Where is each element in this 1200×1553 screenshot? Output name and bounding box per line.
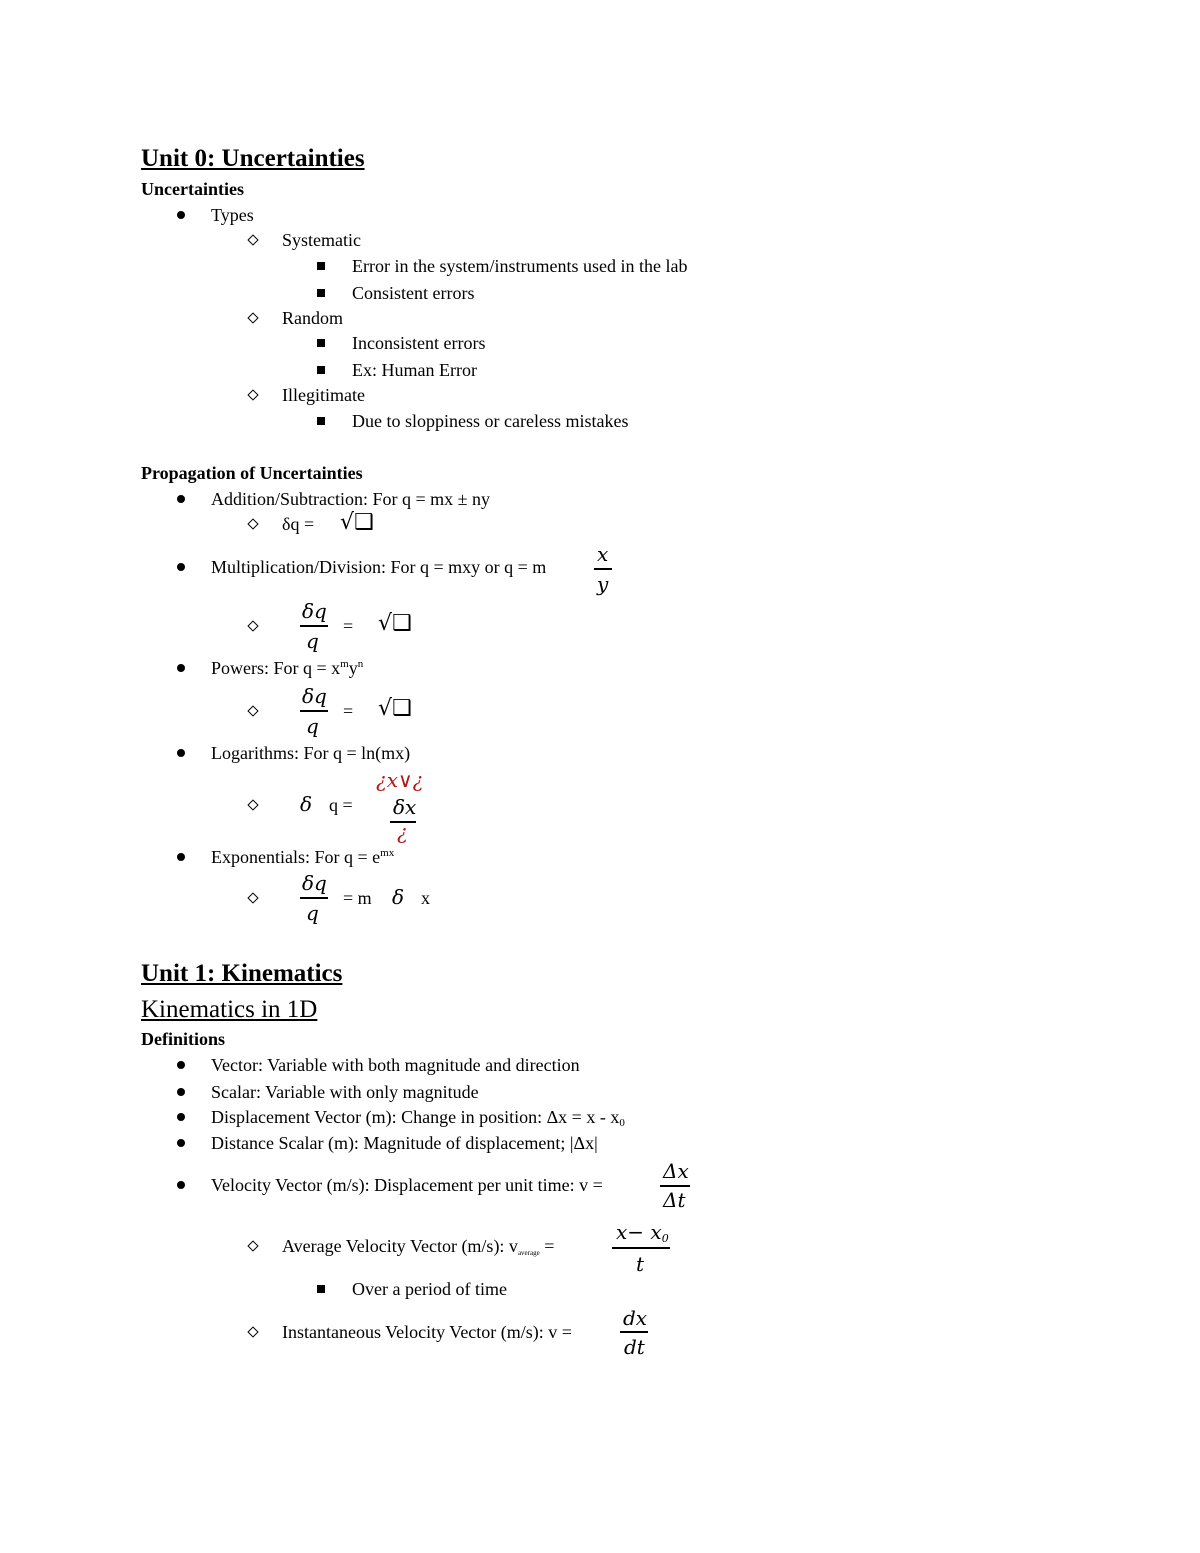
fraction-denominator: dt (624, 1335, 645, 1359)
list-item-illegitimate: Illegitimate (282, 385, 365, 405)
fraction-bar (300, 710, 328, 712)
average-velocity: Average Velocity Vector (m/s): $v_{average}$ = (282, 1236, 555, 1257)
fraction-numerator: dx (623, 1306, 648, 1330)
delta-symbol: δ (392, 885, 405, 909)
bullet-icon (177, 1061, 185, 1069)
hollow-diamond-bullet-icon (247, 312, 258, 323)
list-item-random: Random (282, 308, 343, 328)
fraction-numerator: x (597, 542, 609, 566)
square-bullet-icon (317, 262, 325, 270)
fraction-numerator: δq (302, 684, 327, 708)
addition-formula: δq = (282, 514, 315, 534)
sqrt-placeholder: √❑ (340, 510, 374, 535)
square-bullet-icon (317, 417, 325, 425)
sqrt-placeholder: √❑ (378, 611, 412, 636)
list-item-ill-1: Due to sloppiness or careless mistakes (352, 411, 629, 431)
fraction-bar (612, 1247, 670, 1249)
bullet-icon (177, 563, 185, 571)
fraction-numerator: δq (302, 599, 327, 623)
square-bullet-icon (317, 339, 325, 347)
logarithms-rule: Logarithms: For q = ln(mx) (211, 743, 411, 763)
average-velocity-note: Over a period of time (352, 1279, 507, 1299)
bullet-icon (177, 853, 185, 861)
bullet-icon (177, 1088, 185, 1096)
list-item-rand-2: Ex: Human Error (352, 360, 477, 380)
square-bullet-icon (317, 1285, 325, 1293)
fraction-denominator: q (306, 901, 319, 925)
equals-sign: = (343, 701, 354, 721)
bullet-icon (177, 1181, 185, 1189)
bullet-icon (177, 211, 185, 219)
hollow-diamond-bullet-icon (247, 799, 258, 810)
fraction-denominator: y (597, 572, 609, 596)
bullet-icon (177, 1113, 185, 1121)
fraction-denominator: Δt (663, 1188, 686, 1212)
hollow-diamond-bullet-icon (247, 389, 258, 400)
definition-scalar: Scalar: Variable with only magnitude (211, 1082, 479, 1102)
list-item-rand-1: Inconsistent errors (352, 333, 486, 353)
propagation-heading: Propagation of Uncertainties (141, 463, 363, 483)
definition-distance: Distance Scalar (m): Magnitude of displacement; |Δx| (211, 1133, 598, 1153)
fraction-denominator: t (636, 1252, 645, 1276)
bullet-icon (177, 749, 185, 757)
uncertainties-heading: Uncertainties (141, 179, 244, 199)
unit1-title: Unit 1: Kinematics (141, 960, 343, 987)
square-bullet-icon (317, 366, 325, 374)
fraction-bar (300, 625, 328, 627)
hollow-diamond-bullet-icon (247, 705, 258, 716)
powers-rule: Powers: For $q = x^my^n$ (211, 658, 364, 678)
fraction-numerator: $x- x_0$ (616, 1220, 669, 1245)
fraction-bar (660, 1185, 690, 1187)
fraction-denominator: q (306, 629, 319, 653)
hollow-diamond-bullet-icon (247, 620, 258, 631)
definition-velocity: Velocity Vector (m/s): Displacement per unit time: v = (211, 1175, 603, 1195)
unit0-title: Unit 0: Uncertainties (141, 145, 365, 172)
log-q-equals: q = (329, 795, 353, 815)
delta-symbol: δ (300, 792, 313, 816)
hollow-diamond-bullet-icon (247, 234, 258, 245)
fraction-bar (300, 897, 328, 899)
hollow-diamond-bullet-icon (247, 518, 258, 529)
log-top-expression: ¿x∨¿ (376, 768, 424, 792)
definitions-heading: Definitions (141, 1029, 226, 1049)
list-item-types: Types (211, 205, 254, 225)
bullet-icon (177, 1139, 185, 1147)
exp-equals-m: = m (343, 888, 372, 908)
definition-displacement: Displacement Vector (m): Change in position: $\Delta x = x - x_0$ (211, 1107, 625, 1129)
bullet-icon (177, 495, 185, 503)
fraction-numerator: δq (302, 871, 327, 895)
instantaneous-velocity: Instantaneous Velocity Vector (m/s): v = (282, 1322, 572, 1342)
hollow-diamond-bullet-icon (247, 1326, 258, 1337)
list-item-sys-1: Error in the system/instruments used in the lab (352, 256, 688, 276)
fraction-bar (594, 568, 612, 570)
list-item-sys-2: Consistent errors (352, 283, 475, 303)
definition-vector: Vector: Variable with both magnitude and direction (211, 1055, 580, 1075)
addition-rule: Addition/Subtraction: For q = mx ± ny (211, 489, 491, 509)
multiplication-rule: Multiplication/Division: For q = mxy or q = m (211, 557, 547, 577)
exp-x: x (421, 888, 430, 908)
hollow-diamond-bullet-icon (247, 892, 258, 903)
fraction-denominator: q (306, 714, 319, 738)
fraction-bar (620, 1331, 648, 1333)
exponentials-rule: Exponentials: For $q = e^{mx}$ (211, 847, 395, 867)
unit1-subtitle: Kinematics in 1D (141, 996, 318, 1023)
square-bullet-icon (317, 289, 325, 297)
sqrt-placeholder: √❑ (378, 696, 412, 721)
list-item-systematic: Systematic (282, 230, 361, 250)
hollow-diamond-bullet-icon (247, 1240, 258, 1251)
equals-sign: = (343, 616, 354, 636)
fraction-numerator: Δx (663, 1159, 689, 1183)
fraction-numerator: δx (393, 795, 417, 819)
fraction-denominator: ¿ (397, 820, 408, 844)
bullet-icon (177, 664, 185, 672)
